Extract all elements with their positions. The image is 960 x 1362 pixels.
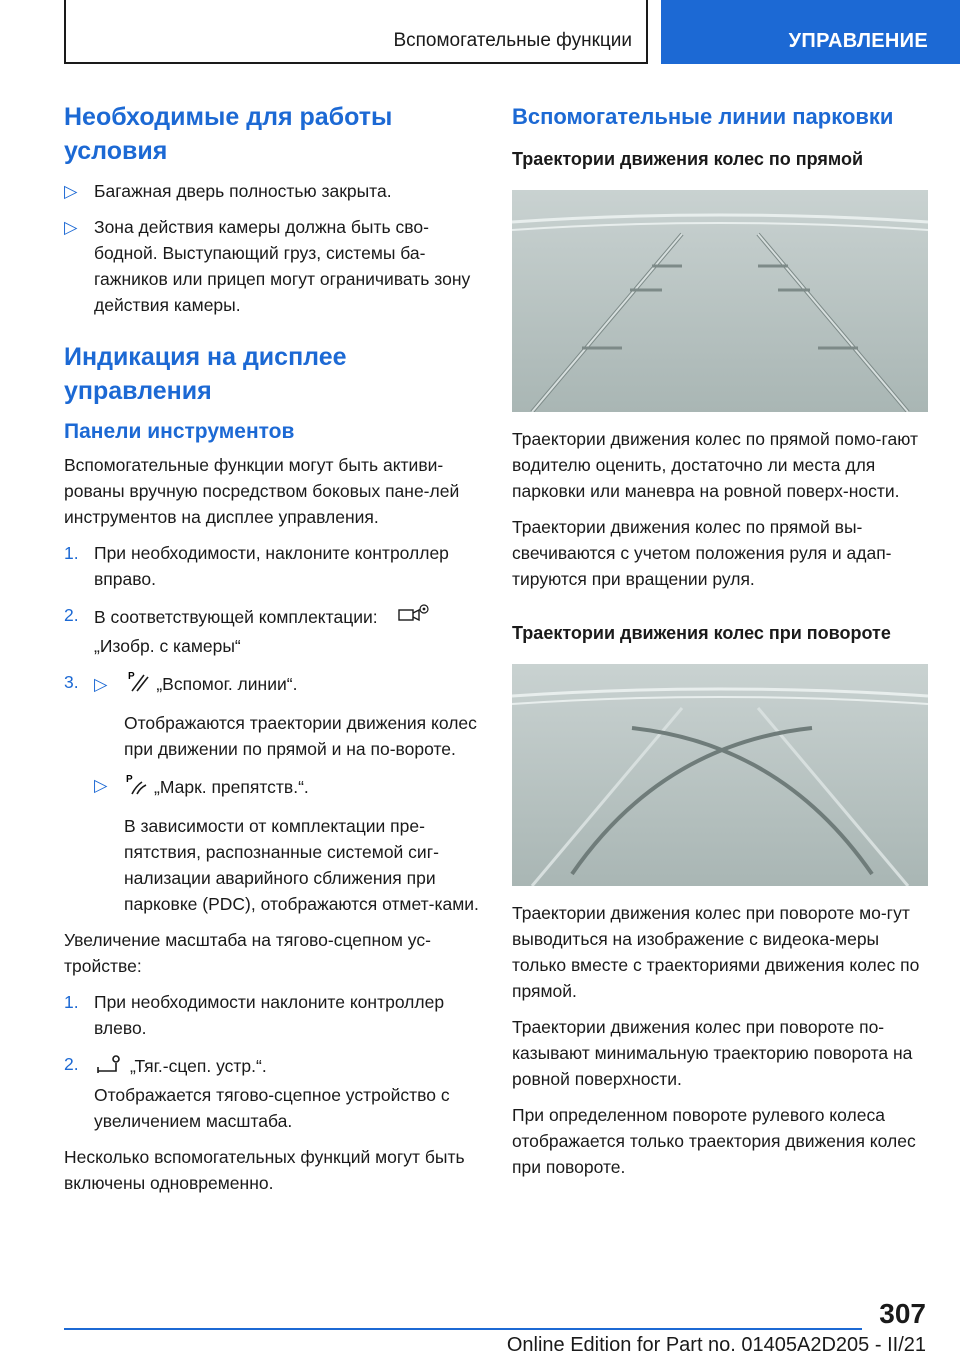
turn-text-2: Траектории движения колес при повороте по-казывают минимальную траекторию поворота на ровной поверхности.: [512, 1017, 913, 1089]
heading-parking-lines: Вспомогательные линии парковки: [512, 104, 894, 129]
parking-lines-icon: [126, 669, 150, 700]
turn-text-3: При определенном повороте рулевого колеса отображается только траектория движения колес при повороте.: [512, 1105, 916, 1177]
heading-conditions: Необходимые для работы условия: [64, 103, 393, 165]
heading-display: Индикация на дисплее управления: [64, 343, 347, 405]
heading-panel: Панели инструментов: [64, 420, 295, 443]
header-section-title: Вспомогательные функции: [393, 30, 632, 51]
right-column: [512, 100, 932, 1190]
turn-lines-image: [512, 664, 928, 886]
turn-text-1: Траектории движения колес при повороте мо-гут выводиться на изображение с видеока-меры только вместе с траекториями движения колес по прямой.: [512, 903, 920, 1001]
triangle-bullet-icon: ▷: [64, 181, 78, 201]
svg-text:P: P: [126, 774, 133, 785]
sub-item: ▷ P „Марк. препятств.“.: [94, 772, 484, 803]
straight-lines-image: [512, 190, 928, 412]
straight-text-1: Траектории движения колес по прямой помо-гают водителю оценить, достаточно ли места для парковки или маневра на ровной поверх-ности.: [512, 429, 918, 501]
header-section-box: [64, 0, 648, 64]
final-text: Несколько вспомогательных функций могут быть включены одновременно.: [64, 1147, 465, 1193]
left-column: [64, 100, 484, 1206]
step-item: 3. ▷ P „Вспомог. линии“.: [64, 669, 484, 700]
panel-text: Вспомогательные функции могут быть активи-рованы вручную посредством боковых пане-лей инструментов на дисплее управления.: [64, 455, 460, 527]
svg-text:P: P: [128, 671, 136, 682]
triangle-bullet-icon: ▷: [94, 775, 108, 795]
footer-edition: Online Edition for Part no. 01405A2D205 - II/21: [506, 1334, 926, 1356]
list-item: ▷ Зона действия камеры должна быть сво-бодной. Выступающий груз, системы ба-гажников или прицеп могут ограничивать зону действия камеры.: [64, 214, 484, 318]
triangle-bullet-icon: ▷: [94, 674, 108, 694]
step-item: 1. При необходимости, наклоните контроллер вправо.: [64, 543, 449, 589]
footer-divider: [64, 1328, 862, 1330]
header-chapter-tab: [661, 0, 960, 64]
tow-hitch-icon: [94, 1051, 124, 1082]
triangle-bullet-icon: ▷: [64, 217, 78, 237]
page-number: 307: [879, 1298, 926, 1329]
step-item: 2. „Тяг.-сцеп. устр.“. Отображается тягово-сцепное устройство с увеличением масштаба.: [64, 1051, 484, 1134]
obstacle-marking-icon: [124, 772, 148, 803]
zoom-text: Увеличение масштаба на тягово-сцепном ус-тройстве:: [64, 930, 431, 976]
camera-settings-icon: [397, 602, 431, 633]
sub-item-description: В зависимости от комплектации пре-пятствия, распознанные системой сиг-нализации аварийного сближения при парковке (PDC), отображаются отмет-ками.: [124, 816, 479, 914]
straight-text-2: Траектории движения колес по прямой вы-свечиваются с учетом положения руля и адап-тируются при вращении руля.: [512, 517, 892, 589]
heading-turn: Траектории движения колес при повороте: [512, 623, 891, 643]
header-chapter-label: УПРАВЛЕНИЕ: [788, 30, 928, 52]
step-item: 2. В соответствующей комплектации: „Изобр. с камеры“: [64, 602, 484, 659]
heading-straight: Траектории движения колес по прямой: [512, 149, 864, 169]
step-item: 1. При необходимости наклоните контроллер влево.: [64, 992, 445, 1038]
sub-item-description: Отображаются траектории движения колес при движении по прямой и на по-вороте.: [124, 713, 477, 759]
list-item: ▷ Багажная дверь полностью закрыта.: [64, 178, 484, 204]
